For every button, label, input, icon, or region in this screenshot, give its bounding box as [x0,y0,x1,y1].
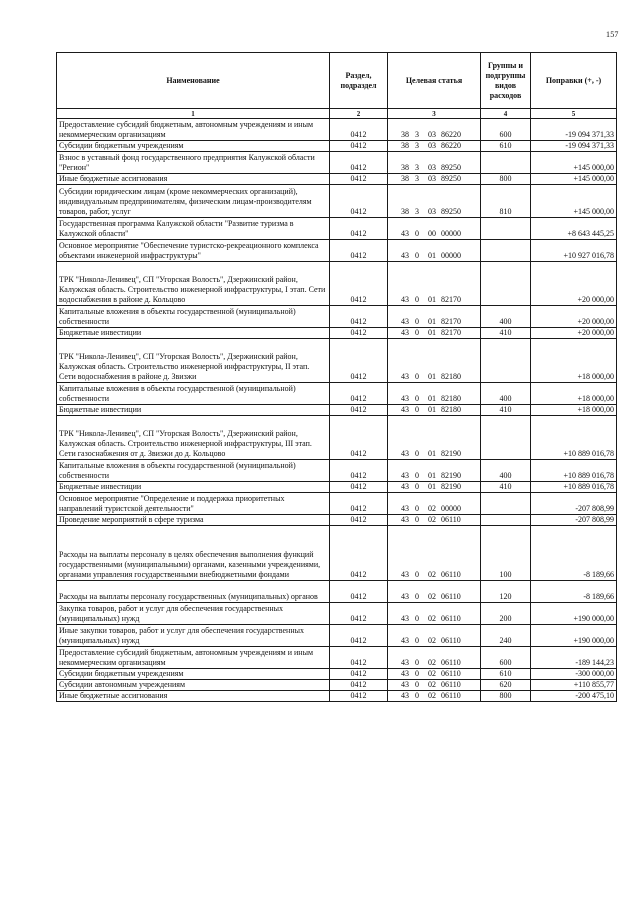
row-section: 0412 [330,218,388,240]
row-amount: +18 000,00 [531,383,617,405]
target-segment: 3 [415,174,419,183]
row-amount: +18 000,00 [531,339,617,383]
row-expense-kind: 600 [481,647,531,669]
row-amount: +10 889 016,78 [531,416,617,460]
row-section: 0412 [330,647,388,669]
row-amount: -8 189,66 [531,581,617,603]
table-header-row [57,53,617,109]
row-expense-kind [481,416,531,460]
row-section: 0412 [330,493,388,515]
row-expense-kind: 800 [481,691,531,702]
row-name: ТРК "Никола-Ленивец", СП "Угорская Волость", Дзержинский район, Калужская область. Строительство инженерной инфраструктуры, III этап. Сети газоснабжения от д. Звизжи до д. Кольцово [57,416,330,460]
row-expense-kind: 200 [481,603,531,625]
row-amount: -189 144,23 [531,647,617,669]
row-section: 0412 [330,460,388,482]
target-segment: 89250 [441,207,461,216]
table-row [57,625,617,647]
row-section: 0412 [330,262,388,306]
row-section: 0412 [330,328,388,339]
row-amount: +145 000,00 [531,152,617,174]
table-row [57,328,617,339]
target-segment: 02 [428,592,436,601]
target-segment: 0 [415,317,419,326]
row-amount: +8 643 445,25 [531,218,617,240]
target-segment: 06110 [441,515,461,524]
row-target [388,262,481,306]
target-segment: 0 [415,614,419,623]
table-row [57,669,617,680]
target-segment: 0 [415,405,419,414]
row-section: 0412 [330,515,388,526]
target-segment: 82170 [441,317,461,326]
row-section: 0412 [330,625,388,647]
row-section: 0412 [330,603,388,625]
target-segment: 0 [415,592,419,601]
row-section: 0412 [330,482,388,493]
row-expense-kind: 620 [481,680,531,691]
row-target [388,493,481,515]
row-expense-kind [481,152,531,174]
row-name: Расходы на выплаты персоналу в целях обеспечения выполнения функций государственными (муниципальными) органами, казенными учреждениями, органами управления государственными внебюджетными фондами [57,526,330,581]
row-target [388,581,481,603]
target-segment: 02 [428,614,436,623]
target-segment: 3 [415,130,419,139]
table-row [57,240,617,262]
target-segment: 82180 [441,405,461,414]
target-segment: 43 [401,449,409,458]
row-expense-kind: 100 [481,526,531,581]
target-segment: 01 [428,328,436,337]
target-segment: 03 [428,207,436,216]
target-segment: 82170 [441,295,461,304]
target-segment: 03 [428,141,436,150]
target-segment: 06110 [441,614,461,623]
row-target [388,339,481,383]
target-segment: 43 [401,471,409,480]
table-row [57,647,617,669]
target-segment: 43 [401,251,409,260]
table-row [57,119,617,141]
row-name: Предоставление субсидий бюджетным, автономным учреждениям и иным некоммерческим организациям [57,119,330,141]
target-segment: 00000 [441,251,461,260]
header-amendments: Поправки (+, -) [531,53,617,109]
row-section: 0412 [330,339,388,383]
target-segment: 01 [428,471,436,480]
row-name: Основное мероприятие "Обеспечение туристско-рекреационного комплекса объектами инженерной инфраструктуры" [57,240,330,262]
row-section: 0412 [330,306,388,328]
header-name: Наименование [57,53,330,109]
target-segment: 00000 [441,504,461,513]
row-amount: -8 189,66 [531,526,617,581]
row-section: 0412 [330,152,388,174]
target-segment: 43 [401,405,409,414]
row-target [388,460,481,482]
target-segment: 0 [415,680,419,689]
row-section: 0412 [330,669,388,680]
target-segment: 0 [415,504,419,513]
row-target [388,405,481,416]
row-target [388,482,481,493]
target-segment: 82190 [441,471,461,480]
target-segment: 3 [415,163,419,172]
target-segment: 06110 [441,669,461,678]
row-target [388,416,481,460]
target-segment: 0 [415,515,419,524]
row-name: Иные бюджетные ассигнования [57,174,330,185]
row-target [388,152,481,174]
target-segment: 0 [415,394,419,403]
target-segment: 0 [415,658,419,667]
table-row [57,581,617,603]
target-segment: 43 [401,504,409,513]
table-row [57,603,617,625]
target-segment: 02 [428,515,436,524]
column-number: 1 [57,109,330,119]
table-row [57,339,617,383]
row-amount: -200 475,10 [531,691,617,702]
row-name: Иные бюджетные ассигнования [57,691,330,702]
target-segment: 06110 [441,570,461,579]
row-target [388,603,481,625]
target-segment: 43 [401,669,409,678]
row-expense-kind: 400 [481,460,531,482]
row-target [388,174,481,185]
row-name: Субсидии бюджетным учреждениям [57,669,330,680]
target-segment: 01 [428,394,436,403]
target-segment: 38 [401,141,409,150]
table-row [57,218,617,240]
target-segment: 89250 [441,174,461,183]
column-number: 3 [388,109,481,119]
row-target [388,218,481,240]
row-amount: +10 889 016,78 [531,460,617,482]
page-number: 157 [606,30,619,39]
column-number: 4 [481,109,531,119]
row-section: 0412 [330,691,388,702]
row-target [388,515,481,526]
row-expense-kind: 600 [481,119,531,141]
target-segment: 43 [401,592,409,601]
target-segment: 82180 [441,394,461,403]
target-segment: 43 [401,317,409,326]
table-row [57,405,617,416]
row-name: Расходы на выплаты персоналу государственных (муниципальных) органов [57,581,330,603]
target-segment: 43 [401,570,409,579]
table-row [57,174,617,185]
target-segment: 86220 [441,141,461,150]
row-amount: +190 000,00 [531,603,617,625]
row-amount: +10 889 016,78 [531,482,617,493]
row-target [388,185,481,218]
row-name: ТРК "Никола-Ленивец", СП "Угорская Волость", Дзержинский район, Калужская область. Строительство инженерной инфраструктуры, II этап. Сети водоснабжения в районе д. Звизжи [57,339,330,383]
row-name: Государственная программа Калужской области "Развитие туризма в Калужской области" [57,218,330,240]
target-segment: 02 [428,669,436,678]
row-name: Бюджетные инвестиции [57,482,330,493]
row-amount: -207 808,99 [531,493,617,515]
target-segment: 82180 [441,372,461,381]
target-segment: 0 [415,295,419,304]
row-name: Взнос в уставный фонд государственного предприятия Калужской области "Регион" [57,152,330,174]
row-amount: +145 000,00 [531,185,617,218]
row-name: Закупка товаров, работ и услуг для обеспечения государственных (муниципальных) нужд [57,603,330,625]
column-number: 2 [330,109,388,119]
target-segment: 38 [401,130,409,139]
row-amount: -300 000,00 [531,669,617,680]
row-name: Основное мероприятие "Определение и поддержка приоритетных направлений туристской деятельности" [57,493,330,515]
target-segment: 43 [401,295,409,304]
row-amount: +20 000,00 [531,328,617,339]
target-segment: 38 [401,163,409,172]
row-section: 0412 [330,383,388,405]
target-segment: 43 [401,394,409,403]
target-segment: 06110 [441,636,461,645]
row-amount: +18 000,00 [531,405,617,416]
target-segment: 0 [415,372,419,381]
row-target [388,625,481,647]
target-segment: 43 [401,691,409,700]
target-segment: 06110 [441,592,461,601]
row-target [388,669,481,680]
row-name: Бюджетные инвестиции [57,328,330,339]
row-amount: +145 000,00 [531,174,617,185]
header-section: Раздел, подраздел [330,53,388,109]
target-segment: 0 [415,328,419,337]
row-target [388,691,481,702]
row-name: Капитальные вложения в объекты государственной (муниципальной) собственности [57,460,330,482]
row-name: Капитальные вложения в объекты государственной (муниципальной) собственности [57,306,330,328]
row-name: Проведение мероприятий в сфере туризма [57,515,330,526]
row-expense-kind: 610 [481,669,531,680]
target-segment: 0 [415,669,419,678]
row-section: 0412 [330,581,388,603]
target-segment: 43 [401,658,409,667]
target-segment: 06110 [441,691,461,700]
row-expense-kind: 800 [481,174,531,185]
row-section: 0412 [330,416,388,460]
target-segment: 89250 [441,163,461,172]
target-segment: 0 [415,449,419,458]
row-target [388,680,481,691]
table-row [57,152,617,174]
target-segment: 82190 [441,449,461,458]
row-target [388,119,481,141]
row-expense-kind: 610 [481,141,531,152]
row-section: 0412 [330,141,388,152]
target-segment: 38 [401,207,409,216]
target-segment: 0 [415,471,419,480]
target-segment: 02 [428,504,436,513]
row-amount: +20 000,00 [531,262,617,306]
table-row [57,460,617,482]
row-amount: +190 000,00 [531,625,617,647]
row-target [388,240,481,262]
target-segment: 06110 [441,680,461,689]
row-name: Иные закупки товаров, работ и услуг для обеспечения государственных (муниципальных) нужд [57,625,330,647]
target-segment: 43 [401,680,409,689]
row-expense-kind: 410 [481,328,531,339]
target-segment: 02 [428,636,436,645]
target-segment: 02 [428,691,436,700]
table-row [57,680,617,691]
target-segment: 0 [415,251,419,260]
row-target [388,383,481,405]
row-name: ТРК "Никола-Ленивец", СП "Угорская Волость", Дзержинский район, Калужская область. Строительство инженерной инфраструктуры, I этап. Сети водоснабжения в районе д. Кольцово [57,262,330,306]
target-segment: 01 [428,482,436,491]
row-section: 0412 [330,526,388,581]
target-segment: 02 [428,570,436,579]
table-row [57,526,617,581]
column-number: 5 [531,109,617,119]
target-segment: 43 [401,515,409,524]
table-row [57,493,617,515]
target-segment: 38 [401,174,409,183]
row-target [388,328,481,339]
row-name: Субсидии бюджетным учреждениям [57,141,330,152]
row-expense-kind: 410 [481,405,531,416]
table-row [57,185,617,218]
target-segment: 03 [428,163,436,172]
row-amount: +20 000,00 [531,306,617,328]
table-row [57,515,617,526]
table-row [57,482,617,493]
row-section: 0412 [330,240,388,262]
row-target [388,647,481,669]
target-segment: 43 [401,614,409,623]
target-segment: 0 [415,636,419,645]
target-segment: 01 [428,317,436,326]
target-segment: 3 [415,141,419,150]
table-row [57,306,617,328]
row-expense-kind: 120 [481,581,531,603]
row-section: 0412 [330,405,388,416]
target-segment: 0 [415,570,419,579]
header-groups: Группы и подгруппы видов расходов [481,53,531,109]
target-segment: 02 [428,680,436,689]
target-segment: 06110 [441,658,461,667]
row-amount: -207 808,99 [531,515,617,526]
row-section: 0412 [330,680,388,691]
row-name: Субсидии автономным учреждениям [57,680,330,691]
row-expense-kind [481,262,531,306]
target-segment: 43 [401,372,409,381]
row-expense-kind: 810 [481,185,531,218]
row-target [388,141,481,152]
target-segment: 43 [401,636,409,645]
row-expense-kind: 410 [481,482,531,493]
row-expense-kind [481,218,531,240]
row-amount: -19 094 371,33 [531,119,617,141]
row-expense-kind [481,515,531,526]
target-segment: 0 [415,691,419,700]
row-section: 0412 [330,119,388,141]
row-expense-kind: 240 [481,625,531,647]
budget-amendments-table [56,52,617,702]
row-name: Капитальные вложения в объекты государственной (муниципальной) собственности [57,383,330,405]
target-segment: 43 [401,328,409,337]
row-name: Бюджетные инвестиции [57,405,330,416]
row-amount: +10 927 016,78 [531,240,617,262]
row-expense-kind: 400 [481,383,531,405]
target-segment: 01 [428,405,436,414]
row-expense-kind [481,339,531,383]
row-target [388,306,481,328]
row-expense-kind [481,240,531,262]
row-expense-kind [481,493,531,515]
table-body [57,119,617,702]
row-expense-kind: 400 [481,306,531,328]
target-segment: 03 [428,130,436,139]
row-name: Предоставление субсидий бюджетным, автономным учреждениям и иным некоммерческим организациям [57,647,330,669]
table-row [57,416,617,460]
target-segment: 03 [428,174,436,183]
row-name: Субсидии юридическим лицам (кроме некоммерческих организаций), индивидуальным предпринимателям, физическим лицам-производителям товаров, работ, услуг [57,185,330,218]
target-segment: 00000 [441,229,461,238]
row-amount: +110 855,77 [531,680,617,691]
header-target: Целевая статья [388,53,481,109]
target-segment: 82190 [441,482,461,491]
target-segment: 01 [428,295,436,304]
row-section: 0412 [330,174,388,185]
table-row [57,691,617,702]
row-target [388,526,481,581]
table-row [57,383,617,405]
target-segment: 82170 [441,328,461,337]
row-amount: -19 094 371,33 [531,141,617,152]
column-number-row [57,109,617,119]
target-segment: 00 [428,229,436,238]
row-section: 0412 [330,185,388,218]
table-row [57,141,617,152]
target-segment: 01 [428,449,436,458]
target-segment: 43 [401,482,409,491]
target-segment: 86220 [441,130,461,139]
target-segment: 0 [415,229,419,238]
target-segment: 02 [428,658,436,667]
table-row [57,262,617,306]
target-segment: 43 [401,229,409,238]
target-segment: 01 [428,251,436,260]
target-segment: 01 [428,372,436,381]
target-segment: 0 [415,482,419,491]
target-segment: 3 [415,207,419,216]
